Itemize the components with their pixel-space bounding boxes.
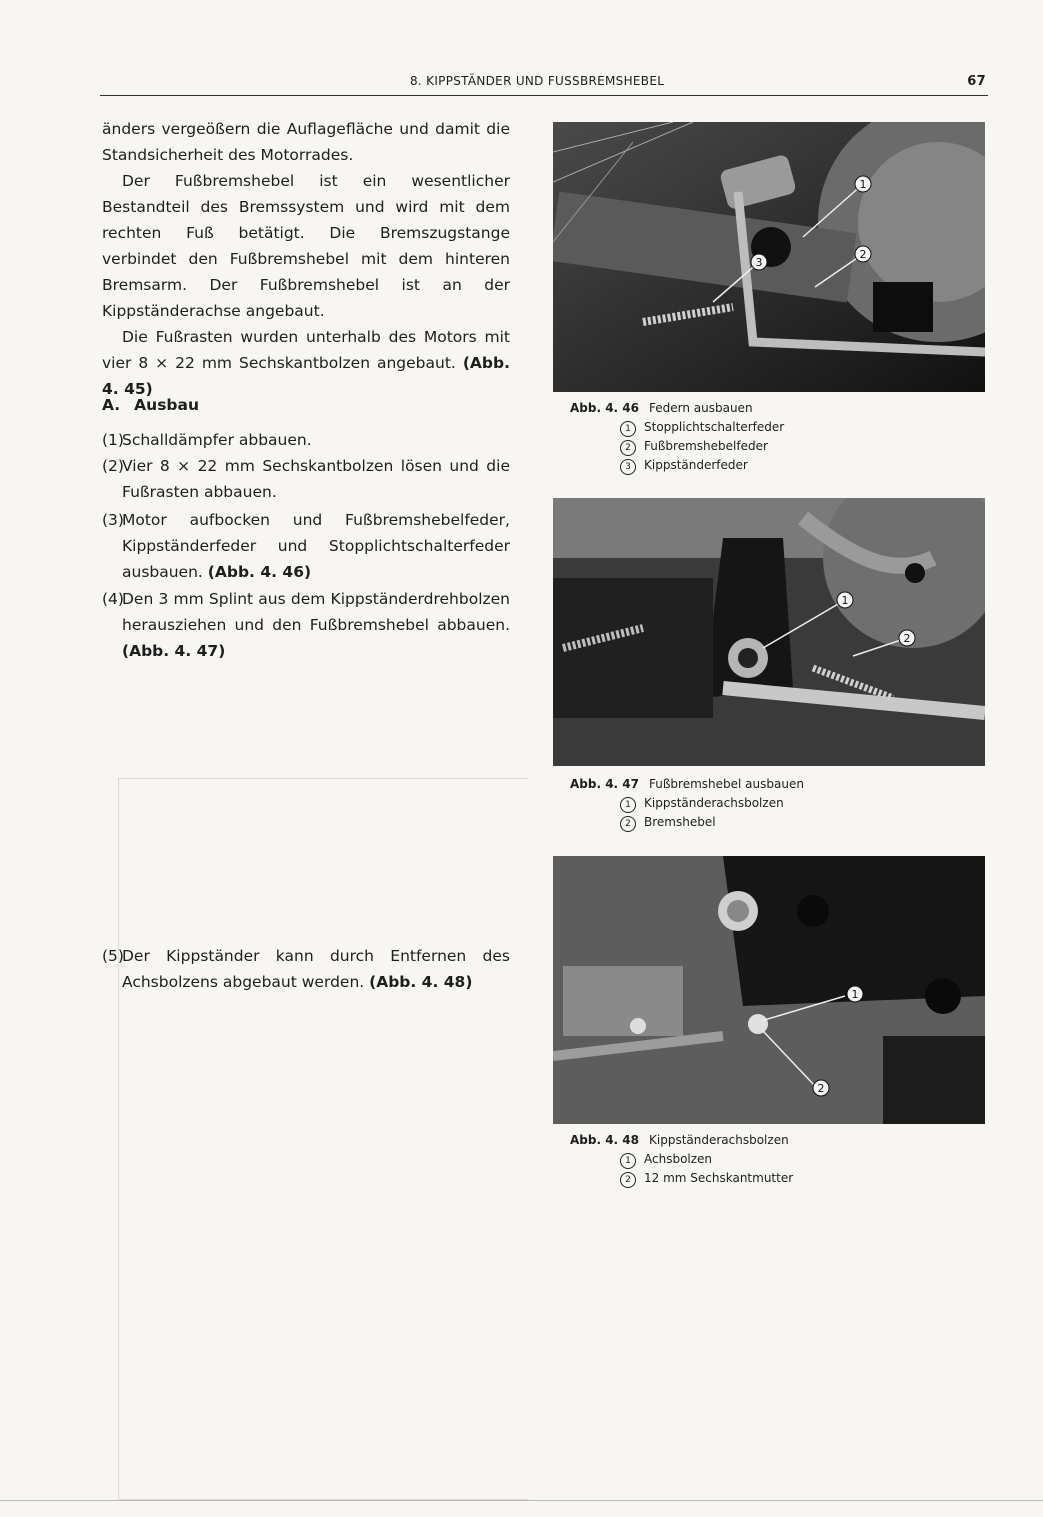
caption-item-text: Bremshebel	[644, 815, 716, 829]
marker-badge: 3	[620, 459, 636, 475]
caption-item-text: Achsbolzen	[644, 1152, 713, 1166]
page-number: 67	[967, 74, 986, 89]
paragraph-1: änders vergeößern die Auflagefläche und damit die Standsicherheit des Motorrades.	[102, 120, 510, 164]
caption-item	[570, 456, 784, 475]
caption-item	[570, 437, 784, 456]
paragraph-3	[102, 324, 510, 402]
running-head	[100, 74, 988, 94]
step-text-content: Den 3 mm Splint aus dem Kippständerdrehbolzen herausziehen und den Fußbremshebel abbauen.	[122, 590, 510, 634]
body-text	[102, 116, 510, 402]
step-number: (3)	[102, 511, 124, 529]
step-figure-ref: (Abb. 4. 48)	[369, 973, 473, 991]
step-text	[102, 427, 510, 453]
caption-item-text: Stopplichtschalterfeder	[644, 420, 785, 434]
section-heading	[102, 396, 199, 414]
caption-label: Abb. 4. 48	[570, 1133, 639, 1147]
step-5	[102, 943, 510, 995]
marker-badge: 2	[620, 440, 636, 456]
step-text-content: Motor aufbocken und Fußbremshebelfeder, Kippständerfeder und Stopplichtschalterfeder ausbauen.	[122, 511, 510, 581]
caption-item	[570, 813, 804, 832]
step-text	[102, 453, 510, 505]
step-3	[102, 507, 510, 585]
marker-badge: 2	[620, 1172, 636, 1188]
svg-text:2: 2	[817, 1082, 825, 1095]
step-4	[102, 586, 510, 664]
marker-badge: 1	[620, 1153, 636, 1169]
caption-item-text: 12 mm Sechskantmutter	[644, 1171, 794, 1185]
svg-text:1: 1	[851, 988, 859, 1001]
step-text	[102, 586, 510, 664]
step-number: (1)	[102, 431, 124, 449]
step-text-content: Schalldämpfer abbauen.	[122, 431, 312, 449]
show-through-frame	[118, 778, 529, 1500]
step-number: (5)	[102, 947, 124, 965]
paragraph-3-figure-ref: (Abb. 4. 45)	[102, 354, 510, 398]
svg-text:3: 3	[755, 256, 763, 269]
caption-heading	[570, 399, 784, 418]
caption-item-text: Kippständerfeder	[644, 458, 748, 472]
step-figure-ref: (Abb. 4. 46)	[207, 563, 312, 581]
caption-title: Fußbremshebel ausbauen	[649, 777, 804, 791]
marker-badge: 1	[620, 797, 636, 813]
caption-heading	[570, 1131, 793, 1150]
caption-title: Federn ausbauen	[649, 401, 753, 415]
caption-label: Abb. 4. 47	[570, 777, 639, 791]
figure-caption-4-47	[570, 775, 804, 832]
figure-caption-4-48	[570, 1131, 793, 1188]
caption-item	[570, 794, 804, 813]
caption-item	[570, 418, 784, 437]
marker-badge: 1	[620, 421, 636, 437]
step-text-content: Der Kippständer kann durch Entfernen des Achsbolzens abgebaut werden.	[122, 947, 510, 991]
figure-photo-4-46	[553, 122, 985, 392]
bottom-edge-rule	[0, 1500, 1043, 1501]
step-text	[102, 943, 510, 995]
caption-item-text: Fußbremshebelfeder	[644, 439, 768, 453]
chapter-title: 8. KIPPSTÄNDER UND FUSSBREMSHEBEL	[410, 74, 665, 88]
svg-text:2: 2	[903, 632, 911, 645]
figure-photo-4-47	[553, 498, 985, 766]
section-number: A.	[102, 396, 121, 414]
caption-item	[570, 1169, 793, 1188]
step-number: (4)	[102, 590, 124, 608]
paragraph-2: Der Fußbremshebel ist ein wesentlicher Bestandteil des Bremssystem und wird mit dem rechten Fuß betätigt. Die Bremszugstange verbindet den Fußbremshebel mit dem hinteren Bremsarm. Der Fußbremshebel ist an der Kippständerachse angebaut.	[102, 172, 510, 320]
step-number: (2)	[102, 457, 124, 475]
section-title: Ausbau	[134, 396, 200, 414]
step-1	[102, 427, 510, 453]
caption-heading	[570, 775, 804, 794]
svg-text:2: 2	[859, 248, 867, 261]
paragraph-3-text: Die Fußrasten wurden unterhalb des Motors mit vier 8 × 22 mm Sechskantbolzen angebaut.	[102, 328, 510, 372]
step-text-content: Vier 8 × 22 mm Sechskantbolzen lösen und die Fußrasten abbauen.	[122, 457, 510, 501]
header-rule	[100, 95, 988, 96]
caption-label: Abb. 4. 46	[570, 401, 639, 415]
figure-caption-4-46	[570, 399, 784, 475]
marker-badge: 2	[620, 816, 636, 832]
step-text	[102, 507, 510, 585]
caption-item-text: Kippständerachsbolzen	[644, 796, 784, 810]
step-figure-ref: (Abb. 4. 47)	[122, 642, 226, 660]
caption-item	[570, 1150, 793, 1169]
figure-photo-4-48	[553, 856, 985, 1124]
step-2	[102, 453, 510, 505]
svg-text:1: 1	[859, 178, 867, 191]
caption-title: Kippständerachsbolzen	[649, 1133, 789, 1147]
svg-text:1: 1	[841, 594, 849, 607]
